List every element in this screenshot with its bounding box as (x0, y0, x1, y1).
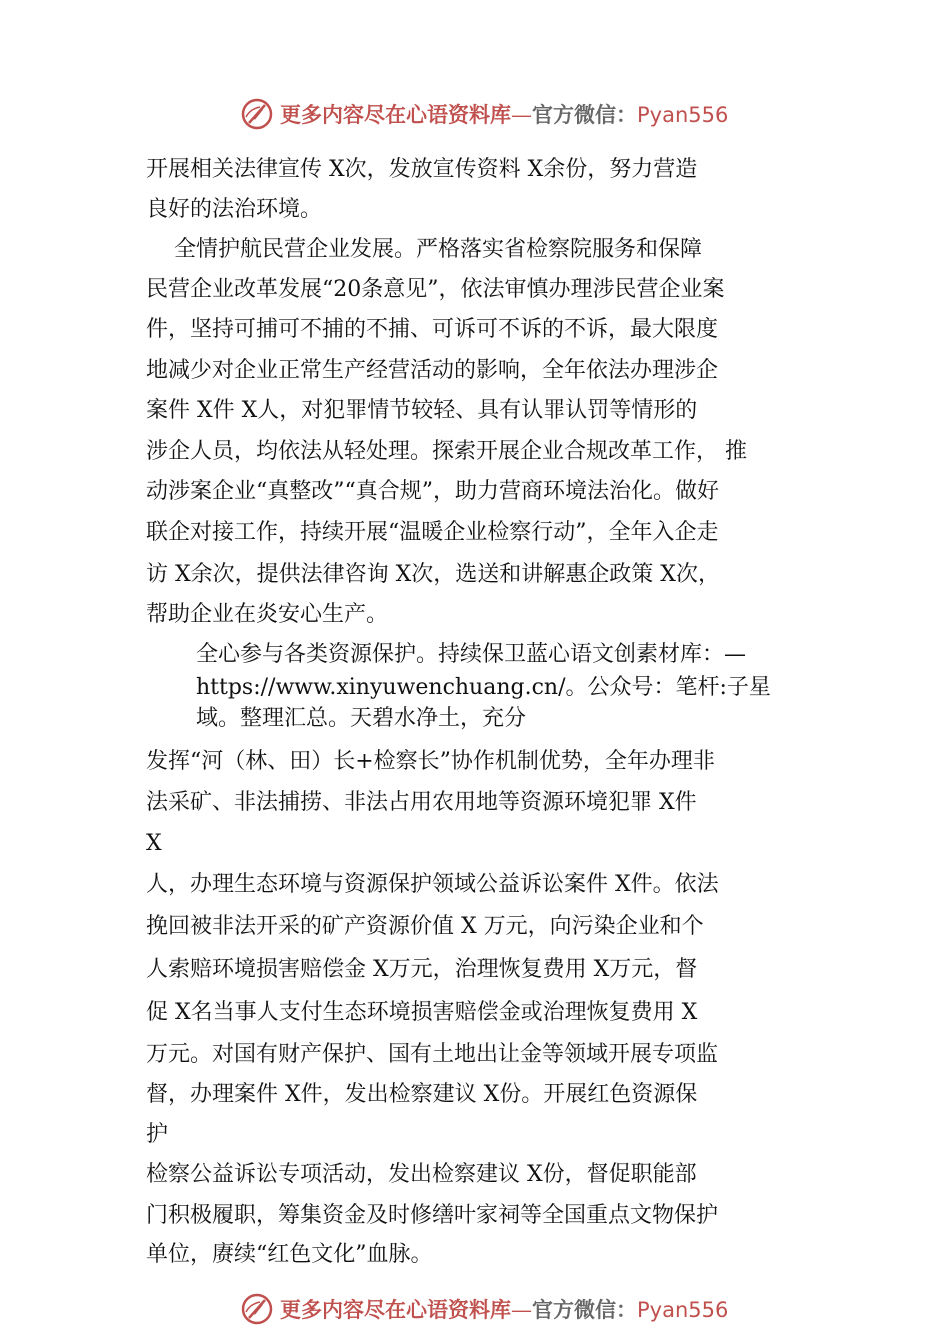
insert-line: https://www.xinyuwenchuang.cn/。公众号：笔杆:子星 (196, 675, 771, 700)
text-line: 全情护航民营企业发展。严格落实省检察院服务和保障 (146, 237, 702, 262)
text-line: 人索赔环境损害赔偿金 X万元，治理恢复费用 X万元，督 (146, 957, 698, 982)
text-line: X (146, 831, 162, 856)
banner-label: 官方微信： (532, 102, 637, 127)
text-line: 法采矿、非法捕捞、非法占用农用地等资源环境犯罪 X件 (146, 790, 697, 815)
text-line: 地减少对企业正常生产经营活动的影响，全年依法办理涉企 (146, 358, 719, 383)
insert-line: 域。整理汇总。天碧水净土，充分 (196, 706, 527, 731)
text-line: 开展相关法律宣传 X次，发放宣传资料 X余份，努力营造 (146, 157, 698, 182)
text-line: 促 X名当事人支付生态环境损害赔偿金或治理恢复费用 X (146, 1000, 698, 1025)
text-line: 检察公益诉讼专项活动，发出检察建议 X份，督促职能部 (146, 1162, 697, 1187)
banner-sep: — (511, 1298, 532, 1322)
text-line: 案件 X件 X人，对犯罪情节较轻、具有认罪认罚等情形的 (146, 398, 698, 423)
quill-logo-icon (240, 97, 274, 131)
text-line: 护 (146, 1122, 169, 1147)
text-line: 督，办理案件 X件，发出检察建议 X份。开展红色资源保 (146, 1082, 698, 1107)
insert-line: 全心参与各类资源保护。持续保卫蓝心语文创素材库：— (196, 642, 747, 667)
text-line: 良好的法治环境。 (146, 197, 323, 222)
text-line: 联企对接工作，持续开展“温暖企业检察行动”，全年入企走 (146, 520, 719, 545)
text-line: 挽回被非法开采的矿产资源价值 X 万元，向污染企业和个 (146, 914, 704, 939)
footer-banner (0, 1290, 950, 1330)
text-line: 动涉案企业“真整改”“真合规”，助力营商环境法治化。做好 (146, 479, 719, 504)
text-line: 涉企人员，均依法从轻处理。探索开展企业合规改革工作， 推 (146, 439, 747, 464)
text-line: 件，坚持可捕可不捕的不捕、可诉可不诉的不诉，最大限度 (146, 317, 719, 342)
header-banner (0, 95, 950, 135)
text-line: 门积极履职，筹集资金及时修缮叶家祠等全国重点文物保护 (146, 1203, 719, 1228)
banner-brand: 更多内容尽在心语资料库 (280, 102, 511, 127)
text-line: 单位，赓续“红色文化”血脉。 (146, 1242, 433, 1267)
text-line: 访 X余次，提供法律咨询 X次，选送和讲解惠企政策 X次， (146, 562, 720, 587)
banner-wechat: Pyan556 (637, 103, 729, 127)
banner-text (280, 1294, 728, 1324)
text-line: 发挥“河（林、田）长+检察长”协作机制优势，全年办理非 (146, 749, 715, 774)
banner-wechat: Pyan556 (637, 1298, 729, 1322)
banner-text (280, 99, 728, 129)
text-line: 民营企业改革发展“20条意见”，依法审慎办理涉民营企业案 (146, 277, 725, 302)
banner-brand: 更多内容尽在心语资料库 (280, 1297, 511, 1322)
text-line: 人，办理生态环境与资源保护领域公益诉讼案件 X件。依法 (146, 872, 719, 897)
text-line: 帮助企业在炎安心生产。 (146, 602, 389, 627)
quill-logo-icon (240, 1292, 274, 1326)
banner-sep: — (511, 103, 532, 127)
banner-label: 官方微信： (532, 1297, 637, 1322)
text-line: 万元。对国有财产保护、国有土地出让金等领域开展专项监 (146, 1042, 719, 1067)
